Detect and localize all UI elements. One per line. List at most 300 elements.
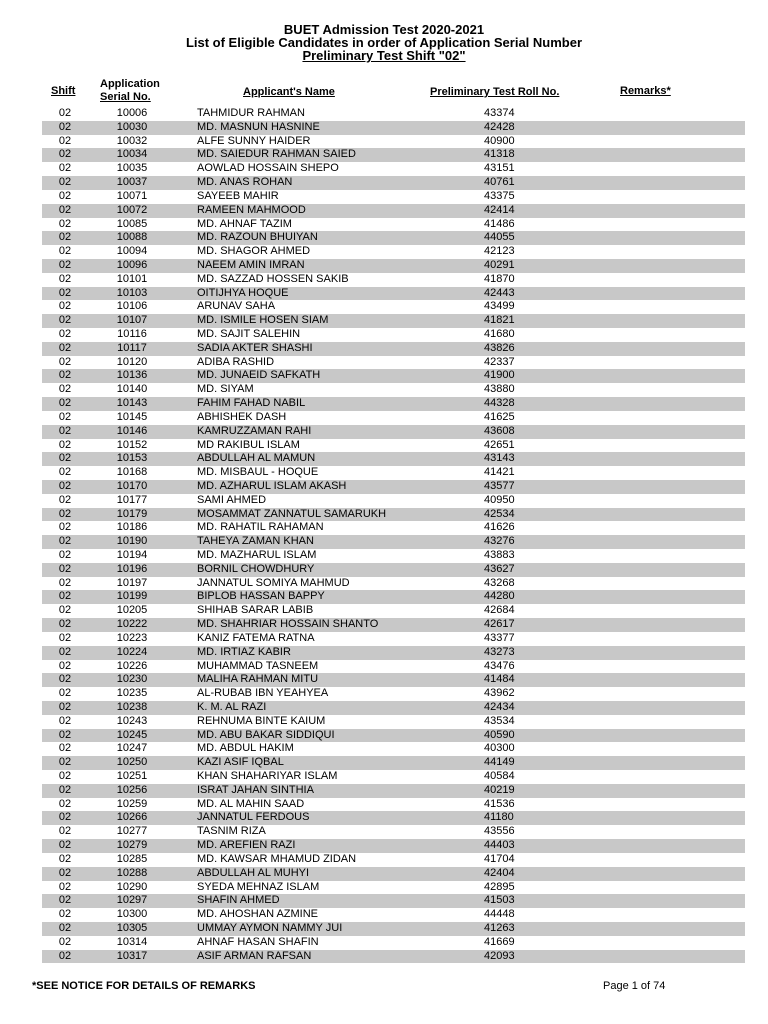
table-row [42,148,745,162]
roll-cell: 41536 [484,797,515,810]
name-cell: MD. ABU BAKAR SIDDIQUI [197,728,335,741]
serial-cell: 10222 [116,618,148,631]
shift-cell: 02 [58,852,72,865]
shift-cell: 02 [58,258,72,271]
shift-cell: 02 [58,162,72,175]
shift-cell: 02 [58,300,72,313]
shift-cell: 02 [58,631,72,644]
shift-cell: 02 [58,645,72,658]
column-header-serial-line1: Application [100,78,160,90]
serial-cell: 10030 [116,120,148,133]
table-row [42,535,745,549]
serial-cell: 10305 [116,921,148,934]
document-title: BUET Admission Test 2020-2021 [283,22,485,37]
shift-cell: 02 [58,673,72,686]
table-row [42,369,745,383]
roll-cell: 43268 [484,576,515,589]
name-cell: BORNIL CHOWDHURY [197,562,315,575]
shift-cell: 02 [58,107,72,119]
table-row [42,742,745,756]
table-row [42,356,745,370]
name-cell: MD. RAZOUN BHUIYAN [197,231,318,244]
serial-cell: 10072 [116,203,148,216]
roll-cell: 41503 [484,894,515,907]
table-row [42,839,745,853]
roll-cell: 41900 [484,369,515,382]
name-cell: JANNATUL SOMIYA MAHMUD [197,576,350,589]
roll-cell: 40761 [484,176,515,189]
serial-cell: 10117 [117,341,147,354]
table-row [42,950,745,964]
serial-cell: 10279 [116,839,148,852]
serial-cell: 10179 [116,507,148,520]
serial-cell: 10190 [116,535,148,548]
shift-cell: 02 [58,687,72,700]
roll-cell: 42651 [484,438,515,451]
shift-cell: 02 [58,521,72,534]
name-cell: MD. SAZZAD HOSSEN SAKIB [197,272,349,285]
roll-cell: 43476 [484,659,515,672]
name-cell: ISRAT JAHAN SINTHIA [197,783,314,796]
roll-cell: 41263 [484,921,515,934]
serial-cell: 10103 [116,286,148,299]
table-row [42,466,745,480]
roll-cell: 40590 [484,728,515,741]
table-row [42,218,745,232]
column-header-remarks: Remarks* [620,85,671,97]
serial-cell: 10251 [116,770,148,782]
shift-cell: 02 [58,700,72,713]
serial-cell: 10224 [116,645,148,658]
table-row [42,273,745,287]
name-cell: SAMI AHMED [197,493,267,506]
name-cell: MD. KAWSAR MHAMUD ZIDAN [197,852,357,865]
shift-cell: 02 [58,314,72,327]
table-row [42,784,745,798]
roll-cell: 43499 [484,300,515,313]
table-row [42,673,745,687]
shift-cell: 02 [58,908,72,921]
shift-title: Preliminary Test Shift "02" [302,48,466,63]
roll-cell: 42093 [484,949,515,962]
name-cell: MD. AHNAF TAZIM [197,217,292,230]
roll-cell: 41821 [484,314,515,327]
roll-cell: 41318 [484,148,515,161]
serial-cell: 10107 [116,314,148,327]
table-row [42,508,745,522]
shift-cell: 02 [58,756,72,769]
serial-cell: 10300 [116,908,148,921]
roll-cell: 43534 [484,714,515,727]
shift-cell: 02 [58,880,72,893]
roll-cell: 41180 [484,811,514,824]
serial-cell: 10177 [116,493,148,506]
name-cell: AL-RUBAB IBN YEAHYEA [197,687,329,700]
serial-cell: 10152 [116,438,148,451]
serial-cell: 10235 [116,687,148,700]
shift-cell: 02 [58,783,72,796]
table-row [42,729,745,743]
shift-cell: 02 [58,189,72,202]
name-cell: ARUNAV SAHA [197,300,276,313]
shift-cell: 02 [58,728,72,741]
roll-cell: 42434 [484,700,515,713]
shift-cell: 02 [58,466,72,479]
table-row [42,204,745,218]
roll-cell: 44055 [484,231,515,244]
table-row [42,425,745,439]
shift-cell: 02 [58,535,72,548]
remarks-notice: *SEE NOTICE FOR DETAILS OF REMARKS [32,980,256,992]
roll-cell: 40584 [484,770,515,782]
name-cell: ABDULLAH AL MAMUN [197,452,316,465]
table-row [42,922,745,936]
table-row [42,549,745,563]
table-row [42,853,745,867]
name-cell: ABHISHEK DASH [197,410,287,423]
name-cell: KANIZ FATEMA RATNA [197,631,315,644]
name-cell: JANNATUL FERDOUS [197,811,310,824]
serial-cell: 10317 [116,949,148,962]
shift-cell: 02 [58,328,72,340]
shift-cell: 02 [58,286,72,299]
roll-cell: 44448 [484,908,515,921]
serial-cell: 10245 [116,728,148,741]
roll-cell: 41486 [484,217,515,230]
shift-cell: 02 [58,659,72,672]
name-cell: MD. ANAS ROHAN [197,176,293,189]
roll-cell: 42123 [484,245,515,258]
roll-cell: 41680 [484,328,515,340]
shift-cell: 02 [58,424,72,437]
name-cell: SHIHAB SARAR LABIB [197,604,314,617]
table-row [42,908,745,922]
roll-cell: 42617 [484,618,515,631]
name-cell: K. M. AL RAZI [197,700,267,713]
name-cell: SHAFIN AHMED [197,894,280,907]
table-row [42,756,745,770]
name-cell: FAHIM FAHAD NABIL [197,397,306,410]
serial-cell: 10194 [116,549,148,561]
shift-cell: 02 [58,811,72,824]
shift-cell: 02 [58,742,72,755]
name-cell: MALIHA RAHMAN MITU [197,673,319,686]
serial-cell: 10205 [116,604,148,617]
shift-cell: 02 [58,866,72,879]
name-cell: MD. SAJIT SALEHIN [197,328,301,340]
roll-cell: 43608 [484,424,515,437]
name-cell: ASIF ARMAN RAFSAN [197,949,312,962]
shift-cell: 02 [58,176,72,189]
name-cell: MD. SHAHRIAR HOSSAIN SHANTO [197,618,379,631]
table-row [42,577,745,591]
shift-cell: 02 [58,590,72,603]
table-row [42,867,745,881]
name-cell: KHAN SHAHARIYAR ISLAM [197,770,338,782]
table-row [42,701,745,715]
name-cell: SYEDA MEHNAZ ISLAM [197,880,320,893]
name-cell: BIPLOB HASSAN BAPPY [197,590,325,603]
serial-cell: 10140 [116,383,148,396]
shift-cell: 02 [58,714,72,727]
serial-cell: 10145 [116,410,148,423]
roll-cell: 42428 [484,120,515,133]
serial-cell: 10071 [116,189,148,202]
roll-cell: 43826 [484,341,515,354]
serial-cell: 10085 [116,217,148,230]
serial-cell: 10288 [116,866,148,879]
shift-cell: 02 [58,245,72,258]
shift-cell: 02 [58,770,72,782]
name-cell: MD. AREFIEN RAZI [197,839,296,852]
shift-cell: 02 [58,231,72,244]
shift-cell: 02 [58,438,72,451]
roll-cell: 43556 [484,825,515,838]
column-header-serial-line2: Serial No. [100,91,151,103]
name-cell: MD. IRTIAZ KABIR [197,645,291,658]
roll-cell: 44328 [484,397,515,410]
roll-cell: 42895 [484,880,515,893]
table-row [42,231,745,245]
roll-cell: 43374 [484,107,515,119]
name-cell: MD. MISBAUL - HOQUE [197,466,319,479]
roll-cell: 43577 [484,479,515,492]
table-row [42,439,745,453]
serial-cell: 10243 [116,714,148,727]
table-row [42,259,745,273]
table-row [42,328,745,342]
serial-cell: 10143 [116,397,148,410]
name-cell: AOWLAD HOSSAIN SHEPO [197,162,339,175]
serial-cell: 10153 [116,452,148,465]
table-row [42,411,745,425]
document-subtitle: List of Eligible Candidates in order of Application Serial Number [185,35,583,50]
candidate-table [42,107,745,963]
serial-cell: 10116 [117,328,147,340]
name-cell: MD. AL MAHIN SAAD [197,797,305,810]
name-cell: RAMEEN MAHMOOD [197,203,306,216]
name-cell: MD. RAHATIL RAHAMAN [197,521,324,534]
name-cell: AHNAF HASAN SHAFIN [197,935,319,948]
name-cell: MD. SAIEDUR RAHMAN SAIED [197,148,356,161]
serial-cell: 10285 [116,852,148,865]
name-cell: TAHMIDUR RAHMAN [197,107,305,119]
serial-cell: 10094 [116,245,148,258]
shift-cell: 02 [58,493,72,506]
roll-cell: 40219 [484,783,515,796]
table-row [42,770,745,784]
shift-cell: 02 [58,369,72,382]
name-cell: MD. MAZHARUL ISLAM [197,549,317,561]
table-row [42,825,745,839]
table-row [42,245,745,259]
name-cell: SAYEEB MAHIR [197,189,279,202]
table-row [42,342,745,356]
table-row [42,176,745,190]
serial-cell: 10037 [116,176,148,189]
serial-cell: 10197 [116,576,148,589]
serial-cell: 10247 [116,742,148,755]
serial-cell: 10146 [116,424,148,437]
serial-cell: 10238 [116,700,148,713]
roll-cell: 41669 [484,935,515,948]
table-row [42,397,745,411]
shift-cell: 02 [58,935,72,948]
roll-cell: 43143 [484,452,515,465]
shift-cell: 02 [58,797,72,810]
roll-cell: 42443 [484,286,515,299]
serial-cell: 10096 [116,258,148,271]
shift-cell: 02 [58,479,72,492]
table-row [42,287,745,301]
name-cell: KAZI ASIF IQBAL [197,756,284,769]
shift-cell: 02 [58,203,72,216]
shift-cell: 02 [58,949,72,962]
serial-cell: 10314 [116,935,148,948]
name-cell: OITIJHYA HOQUE [197,286,289,299]
table-row [42,314,745,328]
name-cell: MD. SIYAM [197,383,254,396]
roll-cell: 42534 [484,507,515,520]
table-row [42,563,745,577]
table-row [42,894,745,908]
name-cell: MD. ISMILE HOSEN SIAM [197,314,329,327]
serial-cell: 10250 [116,756,148,769]
serial-cell: 10101 [116,272,148,285]
serial-cell: 10088 [116,231,148,244]
roll-cell: 40900 [484,134,515,147]
serial-cell: 10136 [116,369,148,382]
table-row [42,162,745,176]
name-cell: ADIBA RASHID [197,355,275,368]
page-number: Page 1 of 74 [603,980,666,992]
serial-cell: 10226 [116,659,148,672]
roll-cell: 43377 [484,631,515,644]
shift-cell: 02 [58,839,72,852]
shift-cell: 02 [58,383,72,396]
serial-cell: 10290 [116,880,148,893]
name-cell: MOSAMMAT ZANNATUL SAMARUKH [197,507,387,520]
roll-cell: 42404 [484,866,515,879]
name-cell: MUHAMMAD TASNEEM [197,659,319,672]
name-cell: MD. ABDUL HAKIM [197,742,294,755]
shift-cell: 02 [58,604,72,617]
name-cell: KAMRUZZAMAN RAHI [197,424,312,437]
table-row [42,135,745,149]
table-row [42,480,745,494]
serial-cell: 10266 [116,811,148,824]
table-row [42,121,745,135]
shift-cell: 02 [58,452,72,465]
shift-cell: 02 [58,217,72,230]
serial-cell: 10035 [116,162,148,175]
shift-cell: 02 [58,134,72,147]
table-row [42,811,745,825]
roll-cell: 43627 [484,562,515,575]
serial-cell: 10120 [116,355,148,368]
table-row [42,632,745,646]
serial-cell: 10168 [116,466,148,479]
serial-cell: 10230 [116,673,148,686]
shift-cell: 02 [58,825,72,838]
name-cell: SADIA AKTER SHASHI [197,341,313,354]
roll-cell: 44280 [484,590,515,603]
table-row [42,881,745,895]
roll-cell: 43276 [484,535,515,548]
name-cell: MD. SHAGOR AHMED [197,245,311,258]
serial-cell: 10277 [116,825,148,838]
roll-cell: 41870 [484,272,515,285]
serial-cell: 10106 [116,300,148,313]
table-row [42,107,745,121]
serial-cell: 10259 [116,797,148,810]
table-row [42,190,745,204]
roll-cell: 43151 [484,162,515,175]
shift-cell: 02 [58,120,72,133]
table-row [42,300,745,314]
shift-cell: 02 [58,576,72,589]
table-row [42,521,745,535]
serial-cell: 10223 [116,631,148,644]
roll-cell: 41421 [484,466,515,479]
table-row [42,798,745,812]
roll-cell: 41484 [484,673,515,686]
name-cell: MD. MASNUN HASNINE [197,120,320,133]
shift-cell: 02 [58,341,72,354]
roll-cell: 41625 [484,410,515,423]
shift-cell: 02 [58,618,72,631]
roll-cell: 43273 [484,645,515,658]
column-header-roll: Preliminary Test Roll No. [430,86,560,98]
name-cell: MD. JUNAEID SAFKATH [197,369,321,382]
roll-cell: 43962 [484,687,515,700]
shift-cell: 02 [58,507,72,520]
shift-cell: 02 [58,148,72,161]
table-row [42,383,745,397]
name-cell: MD. AZHARUL ISLAM AKASH [197,479,347,492]
serial-cell: 10170 [116,479,148,492]
shift-cell: 02 [58,397,72,410]
table-row [42,452,745,466]
table-row [42,936,745,950]
table-row [42,618,745,632]
serial-cell: 10196 [116,562,148,575]
roll-cell: 42414 [484,203,515,216]
table-row [42,646,745,660]
roll-cell: 42337 [484,355,515,368]
roll-cell: 43375 [484,189,515,202]
column-header-name: Applicant's Name [243,86,335,98]
serial-cell: 10032 [116,134,148,147]
roll-cell: 42684 [484,604,515,617]
table-row [42,590,745,604]
serial-cell: 10256 [116,783,148,796]
roll-cell: 40291 [484,258,515,271]
shift-cell: 02 [58,549,72,561]
shift-cell: 02 [58,562,72,575]
shift-cell: 02 [58,355,72,368]
serial-cell: 10186 [116,521,148,534]
name-cell: NAEEM AMIN IMRAN [197,258,305,271]
column-header-shift: Shift [51,85,76,97]
roll-cell: 44149 [484,756,515,769]
name-cell: MD RAKIBUL ISLAM [197,438,300,451]
table-row [42,660,745,674]
name-cell: TAHEYA ZAMAN KHAN [197,535,314,548]
roll-cell: 41704 [484,852,515,865]
shift-cell: 02 [58,410,72,423]
roll-cell: 43883 [484,549,515,561]
